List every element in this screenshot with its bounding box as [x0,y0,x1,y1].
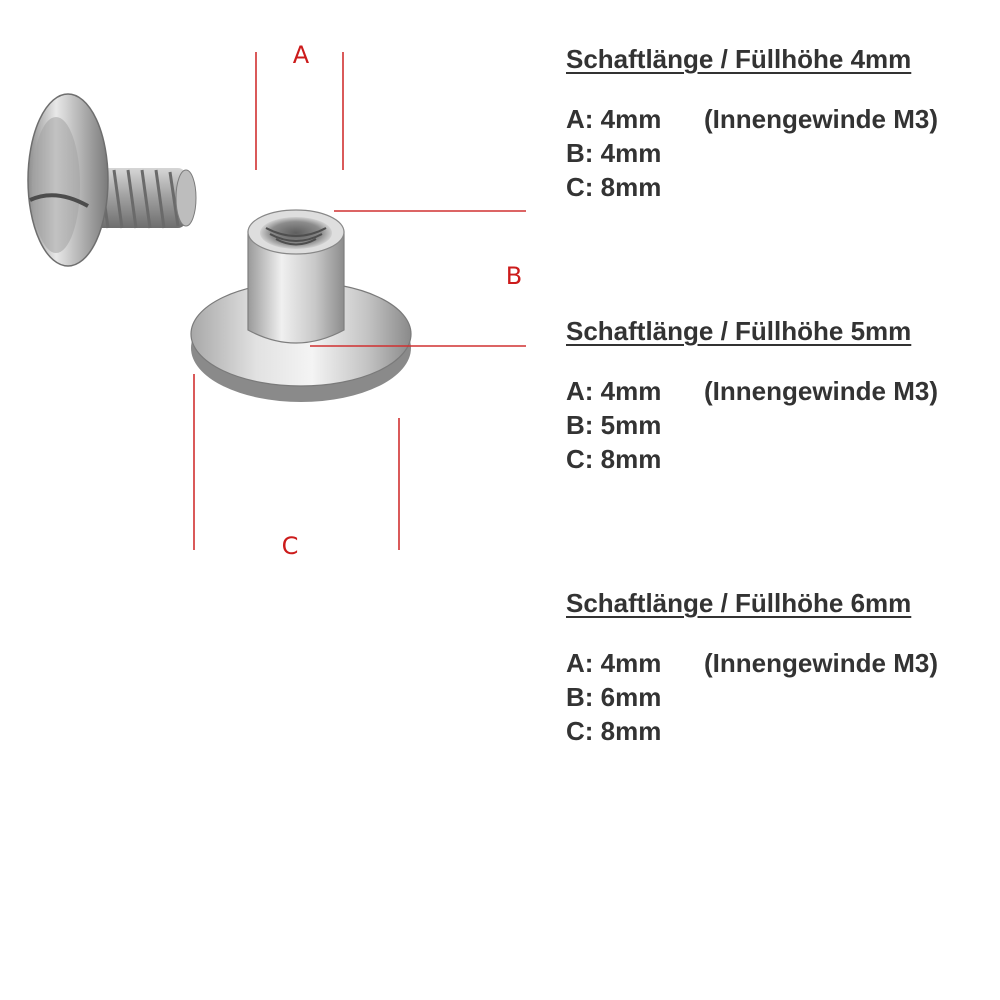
spec-title: Schaftlänge / Füllhöhe 5mm [566,316,912,346]
spec-note-a: (Innengewinde M3) [704,376,938,406]
spec-line-c: C: 8mm [566,444,662,474]
dimension-label-b: B [505,262,523,290]
dimension-label-a: A [292,41,310,69]
spec-title: Schaftlänge / Füllhöhe 6mm [566,588,912,618]
screw-head [28,94,108,266]
spec-line-a [566,374,938,408]
spec-line-b: B: 4mm [566,138,662,168]
screw-diagram [0,0,560,600]
spec-value-a: A: 4mm [566,376,662,406]
screw-bolt [28,94,196,266]
spec-value-a: A: 4mm [566,104,662,134]
spec-block-6mm [566,588,938,748]
spec-value-a: A: 4mm [566,648,662,678]
spec-title: Schaftlänge / Füllhöhe 4mm [566,44,912,74]
spec-note-a: (Innengewinde M3) [704,648,938,678]
dimension-label-c: C [281,532,299,560]
spec-line-a [566,646,938,680]
spec-block-5mm [566,316,938,476]
spec-line-c: C: 8mm [566,172,662,202]
spec-block-4mm [566,44,938,204]
spec-line-b: B: 6mm [566,682,662,712]
spec-note-a: (Innengewinde M3) [704,104,938,134]
spec-line-b: B: 5mm [566,410,662,440]
spec-line-a [566,102,938,136]
nut-thread-hole [260,217,332,249]
spec-line-c: C: 8mm [566,716,662,746]
barrel-nut [191,210,411,402]
